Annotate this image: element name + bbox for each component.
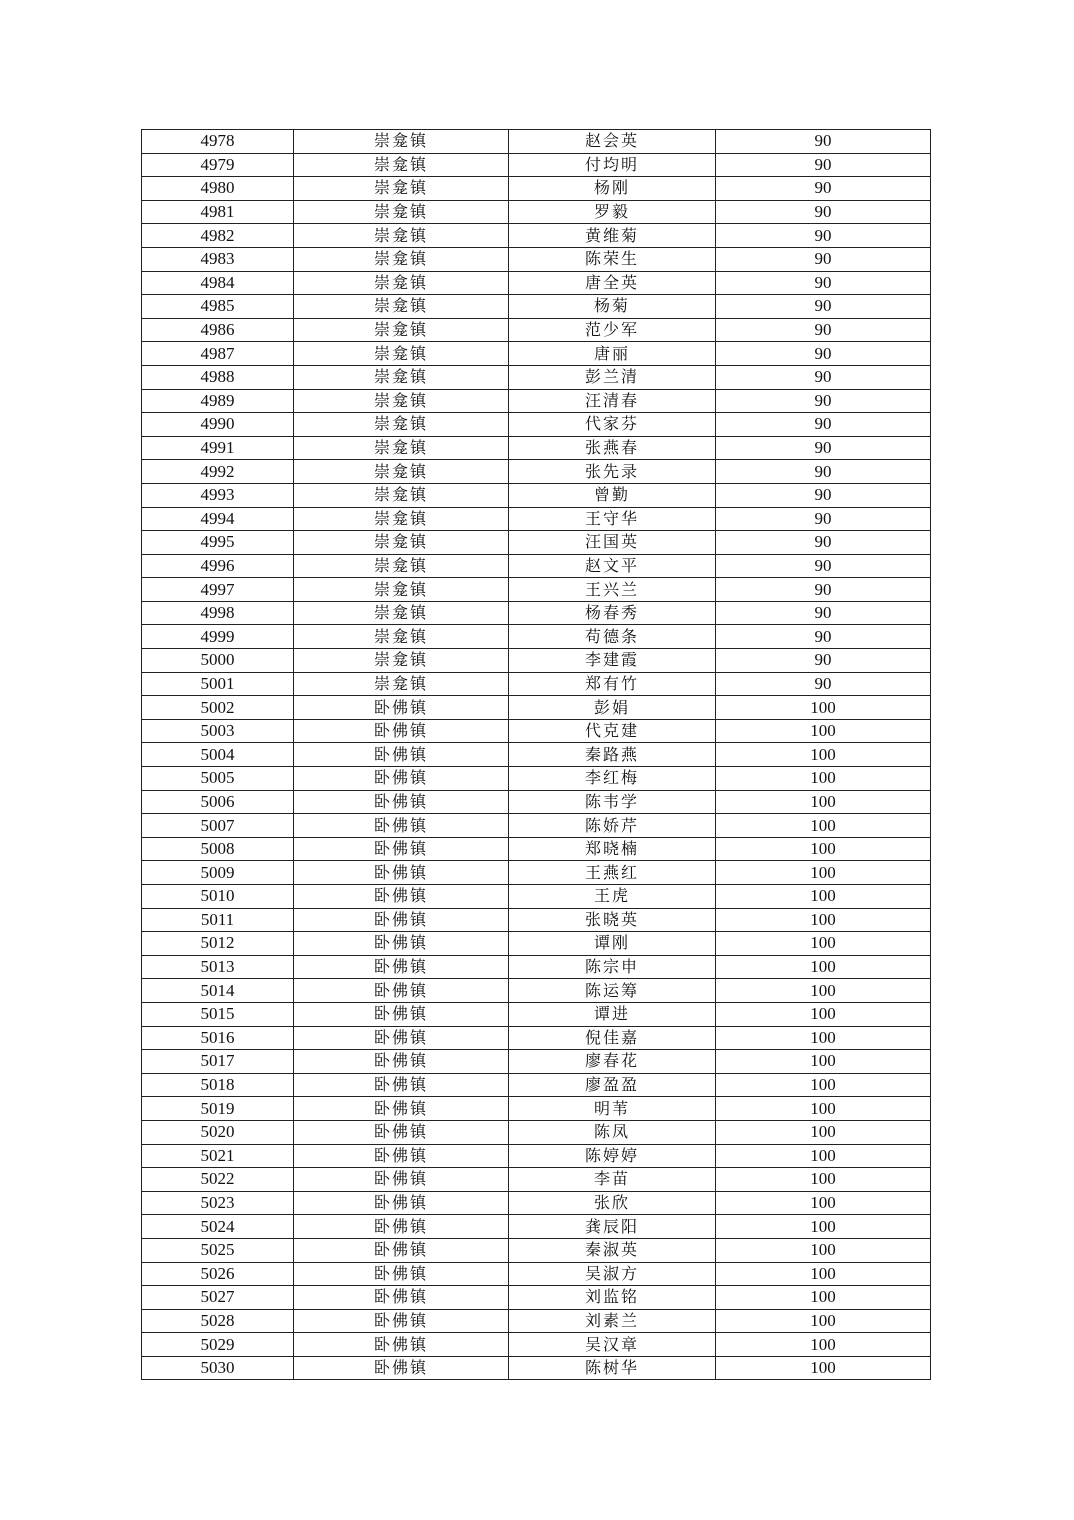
row-number-cell: 4993 [142,483,294,507]
name-cell: 代克建 [509,719,716,743]
score-cell: 90 [716,224,931,248]
row-number-cell: 5026 [142,1262,294,1286]
name-cell: 王守华 [509,507,716,531]
table-row [142,1356,931,1380]
row-number-cell: 5010 [142,885,294,909]
table-row [142,318,931,342]
table-row [142,507,931,531]
town-cell: 卧佛镇 [294,814,509,838]
score-cell: 100 [716,814,931,838]
name-cell: 陈树华 [509,1356,716,1380]
score-cell: 100 [716,1356,931,1380]
town-cell: 崇龛镇 [294,507,509,531]
score-cell: 90 [716,318,931,342]
score-cell: 90 [716,389,931,413]
row-number-cell: 4980 [142,177,294,201]
table-row [142,365,931,389]
score-cell: 100 [716,1026,931,1050]
town-cell: 卧佛镇 [294,1002,509,1026]
table-row [142,224,931,248]
score-cell: 90 [716,130,931,154]
score-cell: 90 [716,601,931,625]
name-cell: 唐丽 [509,342,716,366]
name-cell: 汪国英 [509,531,716,555]
row-number-cell: 4995 [142,531,294,555]
table-row [142,1238,931,1262]
table-body [142,130,931,1380]
row-number-cell: 5000 [142,649,294,673]
score-cell: 90 [716,177,931,201]
town-cell: 卧佛镇 [294,1309,509,1333]
row-number-cell: 4994 [142,507,294,531]
town-cell: 崇龛镇 [294,649,509,673]
table-row [142,483,931,507]
name-cell: 彭娟 [509,696,716,720]
town-cell: 卧佛镇 [294,1097,509,1121]
name-cell: 刘素兰 [509,1309,716,1333]
row-number-cell: 5001 [142,672,294,696]
score-cell: 100 [716,1073,931,1097]
score-cell: 100 [716,885,931,909]
score-cell: 100 [716,1168,931,1192]
row-number-cell: 4983 [142,247,294,271]
row-number-cell: 5009 [142,861,294,885]
name-cell: 郑有竹 [509,672,716,696]
table-row [142,578,931,602]
town-cell: 崇龛镇 [294,460,509,484]
name-cell: 秦淑英 [509,1238,716,1262]
row-number-cell: 4999 [142,625,294,649]
row-number-cell: 5017 [142,1050,294,1074]
row-number-cell: 5025 [142,1238,294,1262]
town-cell: 卧佛镇 [294,790,509,814]
row-number-cell: 4988 [142,365,294,389]
score-cell: 90 [716,531,931,555]
town-cell: 崇龛镇 [294,672,509,696]
row-number-cell: 4990 [142,413,294,437]
row-number-cell: 4984 [142,271,294,295]
data-table [141,129,931,1380]
row-number-cell: 5023 [142,1191,294,1215]
name-cell: 陈荣生 [509,247,716,271]
table-row [142,649,931,673]
town-cell: 卧佛镇 [294,861,509,885]
town-cell: 卧佛镇 [294,1120,509,1144]
town-cell: 崇龛镇 [294,200,509,224]
name-cell: 谭进 [509,1002,716,1026]
town-cell: 卧佛镇 [294,1333,509,1357]
row-number-cell: 5015 [142,1002,294,1026]
score-cell: 100 [716,1120,931,1144]
name-cell: 秦路燕 [509,743,716,767]
score-cell: 90 [716,153,931,177]
score-cell: 100 [716,1144,931,1168]
table-row [142,1026,931,1050]
score-cell: 100 [716,790,931,814]
town-cell: 卧佛镇 [294,1191,509,1215]
score-cell: 100 [716,719,931,743]
row-number-cell: 4996 [142,554,294,578]
name-cell: 唐全英 [509,271,716,295]
table-row [142,1286,931,1310]
name-cell: 陈婷婷 [509,1144,716,1168]
town-cell: 崇龛镇 [294,153,509,177]
table-row [142,601,931,625]
name-cell: 杨春秀 [509,601,716,625]
town-cell: 崇龛镇 [294,578,509,602]
table-row [142,932,931,956]
name-cell: 李红梅 [509,767,716,791]
town-cell: 崇龛镇 [294,318,509,342]
name-cell: 吴淑方 [509,1262,716,1286]
name-cell: 王虎 [509,885,716,909]
score-cell: 100 [716,1309,931,1333]
town-cell: 崇龛镇 [294,531,509,555]
table-row [142,554,931,578]
row-number-cell: 5024 [142,1215,294,1239]
score-cell: 90 [716,625,931,649]
table-row [142,1191,931,1215]
name-cell: 张欣 [509,1191,716,1215]
table-row [142,153,931,177]
score-cell: 100 [716,1238,931,1262]
table-row [142,790,931,814]
row-number-cell: 5018 [142,1073,294,1097]
name-cell: 廖春花 [509,1050,716,1074]
row-number-cell: 4989 [142,389,294,413]
name-cell: 苟德条 [509,625,716,649]
name-cell: 王兴兰 [509,578,716,602]
town-cell: 崇龛镇 [294,413,509,437]
score-cell: 100 [716,955,931,979]
name-cell: 彭兰清 [509,365,716,389]
row-number-cell: 4998 [142,601,294,625]
name-cell: 陈运筹 [509,979,716,1003]
score-cell: 90 [716,271,931,295]
row-number-cell: 5013 [142,955,294,979]
score-cell: 100 [716,696,931,720]
row-number-cell: 5027 [142,1286,294,1310]
score-cell: 100 [716,861,931,885]
score-cell: 100 [716,837,931,861]
score-cell: 100 [716,1286,931,1310]
row-number-cell: 4992 [142,460,294,484]
town-cell: 卧佛镇 [294,1238,509,1262]
name-cell: 李苗 [509,1168,716,1192]
table-row [142,1309,931,1333]
score-cell: 100 [716,1050,931,1074]
town-cell: 卧佛镇 [294,1286,509,1310]
table-row [142,436,931,460]
name-cell: 张晓英 [509,908,716,932]
table-row [142,814,931,838]
row-number-cell: 4981 [142,200,294,224]
name-cell: 吴汉章 [509,1333,716,1357]
table-row [142,1144,931,1168]
town-cell: 卧佛镇 [294,743,509,767]
name-cell: 赵会英 [509,130,716,154]
table-row [142,955,931,979]
row-number-cell: 4979 [142,153,294,177]
town-cell: 卧佛镇 [294,885,509,909]
name-cell: 郑晓楠 [509,837,716,861]
town-cell: 卧佛镇 [294,1262,509,1286]
table-row [142,719,931,743]
town-cell: 崇龛镇 [294,436,509,460]
name-cell: 张燕春 [509,436,716,460]
town-cell: 崇龛镇 [294,130,509,154]
town-cell: 崇龛镇 [294,295,509,319]
table-row [142,413,931,437]
name-cell: 赵文平 [509,554,716,578]
table-row [142,200,931,224]
town-cell: 崇龛镇 [294,365,509,389]
score-cell: 90 [716,649,931,673]
row-number-cell: 5004 [142,743,294,767]
row-number-cell: 5012 [142,932,294,956]
table-row [142,625,931,649]
table-row [142,767,931,791]
town-cell: 卧佛镇 [294,1026,509,1050]
town-cell: 卧佛镇 [294,979,509,1003]
name-cell: 陈娇芹 [509,814,716,838]
score-cell: 90 [716,672,931,696]
score-cell: 100 [716,908,931,932]
row-number-cell: 5030 [142,1356,294,1380]
name-cell: 黄维菊 [509,224,716,248]
table-row [142,1215,931,1239]
town-cell: 卧佛镇 [294,1050,509,1074]
row-number-cell: 4985 [142,295,294,319]
table-row [142,696,931,720]
table-row [142,908,931,932]
town-cell: 崇龛镇 [294,177,509,201]
table-row [142,1097,931,1121]
name-cell: 罗毅 [509,200,716,224]
town-cell: 卧佛镇 [294,767,509,791]
table-row [142,342,931,366]
name-cell: 杨菊 [509,295,716,319]
town-cell: 卧佛镇 [294,1073,509,1097]
town-cell: 崇龛镇 [294,625,509,649]
score-cell: 90 [716,483,931,507]
score-cell: 100 [716,743,931,767]
town-cell: 崇龛镇 [294,389,509,413]
table-row [142,389,931,413]
table-row [142,979,931,1003]
table-row [142,1168,931,1192]
row-number-cell: 5016 [142,1026,294,1050]
table-row [142,885,931,909]
score-cell: 100 [716,1097,931,1121]
table-row [142,247,931,271]
row-number-cell: 4987 [142,342,294,366]
town-cell: 卧佛镇 [294,696,509,720]
row-number-cell: 5028 [142,1309,294,1333]
score-cell: 100 [716,1333,931,1357]
town-cell: 崇龛镇 [294,247,509,271]
table-row [142,1262,931,1286]
town-cell: 卧佛镇 [294,1168,509,1192]
name-cell: 陈凤 [509,1120,716,1144]
score-cell: 90 [716,507,931,531]
score-cell: 100 [716,979,931,1003]
town-cell: 卧佛镇 [294,1215,509,1239]
town-cell: 卧佛镇 [294,837,509,861]
town-cell: 崇龛镇 [294,554,509,578]
table-row [142,460,931,484]
row-number-cell: 5021 [142,1144,294,1168]
name-cell: 谭刚 [509,932,716,956]
row-number-cell: 5020 [142,1120,294,1144]
row-number-cell: 4978 [142,130,294,154]
town-cell: 崇龛镇 [294,483,509,507]
row-number-cell: 5002 [142,696,294,720]
name-cell: 陈韦学 [509,790,716,814]
row-number-cell: 5008 [142,837,294,861]
row-number-cell: 5003 [142,719,294,743]
table-row [142,1073,931,1097]
name-cell: 范少军 [509,318,716,342]
name-cell: 李建霞 [509,649,716,673]
table-row [142,1002,931,1026]
row-number-cell: 5022 [142,1168,294,1192]
score-cell: 90 [716,247,931,271]
score-cell: 90 [716,200,931,224]
town-cell: 卧佛镇 [294,955,509,979]
score-cell: 90 [716,365,931,389]
score-cell: 100 [716,932,931,956]
town-cell: 崇龛镇 [294,271,509,295]
name-cell: 龚辰阳 [509,1215,716,1239]
row-number-cell: 5019 [142,1097,294,1121]
table-row [142,295,931,319]
score-cell: 90 [716,578,931,602]
score-cell: 90 [716,295,931,319]
town-cell: 卧佛镇 [294,908,509,932]
score-cell: 90 [716,460,931,484]
table-row [142,743,931,767]
name-cell: 付均明 [509,153,716,177]
name-cell: 陈宗申 [509,955,716,979]
town-cell: 卧佛镇 [294,1356,509,1380]
name-cell: 杨刚 [509,177,716,201]
table-row [142,1333,931,1357]
town-cell: 卧佛镇 [294,1144,509,1168]
score-cell: 100 [716,1215,931,1239]
table-row [142,861,931,885]
name-cell: 张先录 [509,460,716,484]
row-number-cell: 4991 [142,436,294,460]
score-cell: 90 [716,342,931,366]
table-row [142,177,931,201]
town-cell: 崇龛镇 [294,224,509,248]
table-row [142,1120,931,1144]
name-cell: 汪清春 [509,389,716,413]
score-cell: 90 [716,413,931,437]
score-cell: 90 [716,436,931,460]
score-cell: 100 [716,1002,931,1026]
table-row [142,837,931,861]
name-cell: 刘监铭 [509,1286,716,1310]
table-row [142,531,931,555]
row-number-cell: 4986 [142,318,294,342]
name-cell: 明苇 [509,1097,716,1121]
score-cell: 100 [716,1191,931,1215]
row-number-cell: 5011 [142,908,294,932]
name-cell: 曾勤 [509,483,716,507]
table-row [142,672,931,696]
name-cell: 倪佳嘉 [509,1026,716,1050]
row-number-cell: 4982 [142,224,294,248]
name-cell: 代家芬 [509,413,716,437]
name-cell: 廖盈盈 [509,1073,716,1097]
town-cell: 卧佛镇 [294,719,509,743]
table-row [142,271,931,295]
table-row [142,130,931,154]
name-cell: 王燕红 [509,861,716,885]
row-number-cell: 5014 [142,979,294,1003]
row-number-cell: 4997 [142,578,294,602]
row-number-cell: 5006 [142,790,294,814]
row-number-cell: 5005 [142,767,294,791]
table-row [142,1050,931,1074]
town-cell: 崇龛镇 [294,601,509,625]
score-cell: 100 [716,767,931,791]
row-number-cell: 5007 [142,814,294,838]
town-cell: 卧佛镇 [294,932,509,956]
town-cell: 崇龛镇 [294,342,509,366]
row-number-cell: 5029 [142,1333,294,1357]
score-cell: 90 [716,554,931,578]
score-cell: 100 [716,1262,931,1286]
